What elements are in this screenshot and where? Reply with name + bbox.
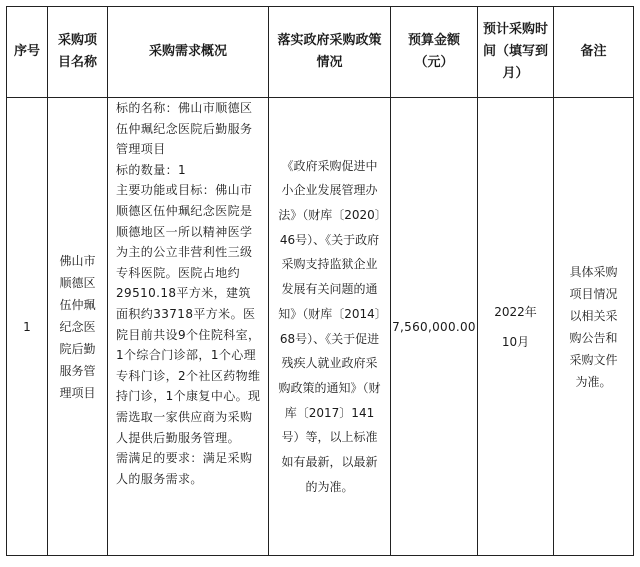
procurement-table	[6, 6, 634, 556]
header-remark: 备注	[554, 7, 634, 98]
row-policy: 《政府采购促进中小企业发展管理办法》（财库〔2020〕46号）、《关于政府采购支持监狱企业发展有关问题的通知》（财库〔2014〕68号）、《关于促进残疾人就业政府采购政策的通知》（财库〔2017〕141号）等，以上标准如有最新，以最新的为准。	[269, 98, 391, 556]
row-remark: 具体采购项目情况以相关采购公告和采购文件为准。	[554, 98, 634, 556]
row-no: 1	[7, 98, 48, 556]
header-policy: 落实政府采购政策情况	[269, 7, 391, 98]
row-budget: 7,560,000.00	[391, 98, 478, 556]
row-time: 2022年10月	[478, 98, 554, 556]
header-no: 序号	[7, 7, 48, 98]
requirement-needs: 需满足的要求：满足采购人的服务需求。	[116, 451, 253, 486]
header-time: 预计采购时间（填写到月）	[478, 7, 554, 98]
header-item-name: 采购项目名称	[48, 7, 108, 98]
table-row	[7, 98, 634, 556]
header-row	[7, 7, 634, 98]
row-item-name: 佛山市顺德区伍仲珮纪念医院后勤服务管理项目	[48, 98, 108, 556]
header-budget: 预算金额（元）	[391, 7, 478, 98]
requirement-subject-name: 标的名称：佛山市顺德区伍仲珮纪念医院后勤服务管理项目	[116, 101, 253, 157]
requirement-function: 主要功能或目标：佛山市顺德区伍仲珮纪念医院是顺德地区一所以精神医学为主的公立非营利性三级专科医院。医院占地约29510.18平方米，建筑面积约33718平方米。医院目前共设9个住院科室，1个综合门诊部，1个心理专科门诊，2个社区药物维持门诊，1个康复中心。现需选取一家供应商为采购人提供后勤服务管理。	[116, 183, 261, 445]
requirement-subject-qty: 标的数量：1	[116, 162, 187, 177]
header-requirement: 采购需求概况	[108, 7, 269, 98]
row-requirement	[108, 98, 269, 556]
